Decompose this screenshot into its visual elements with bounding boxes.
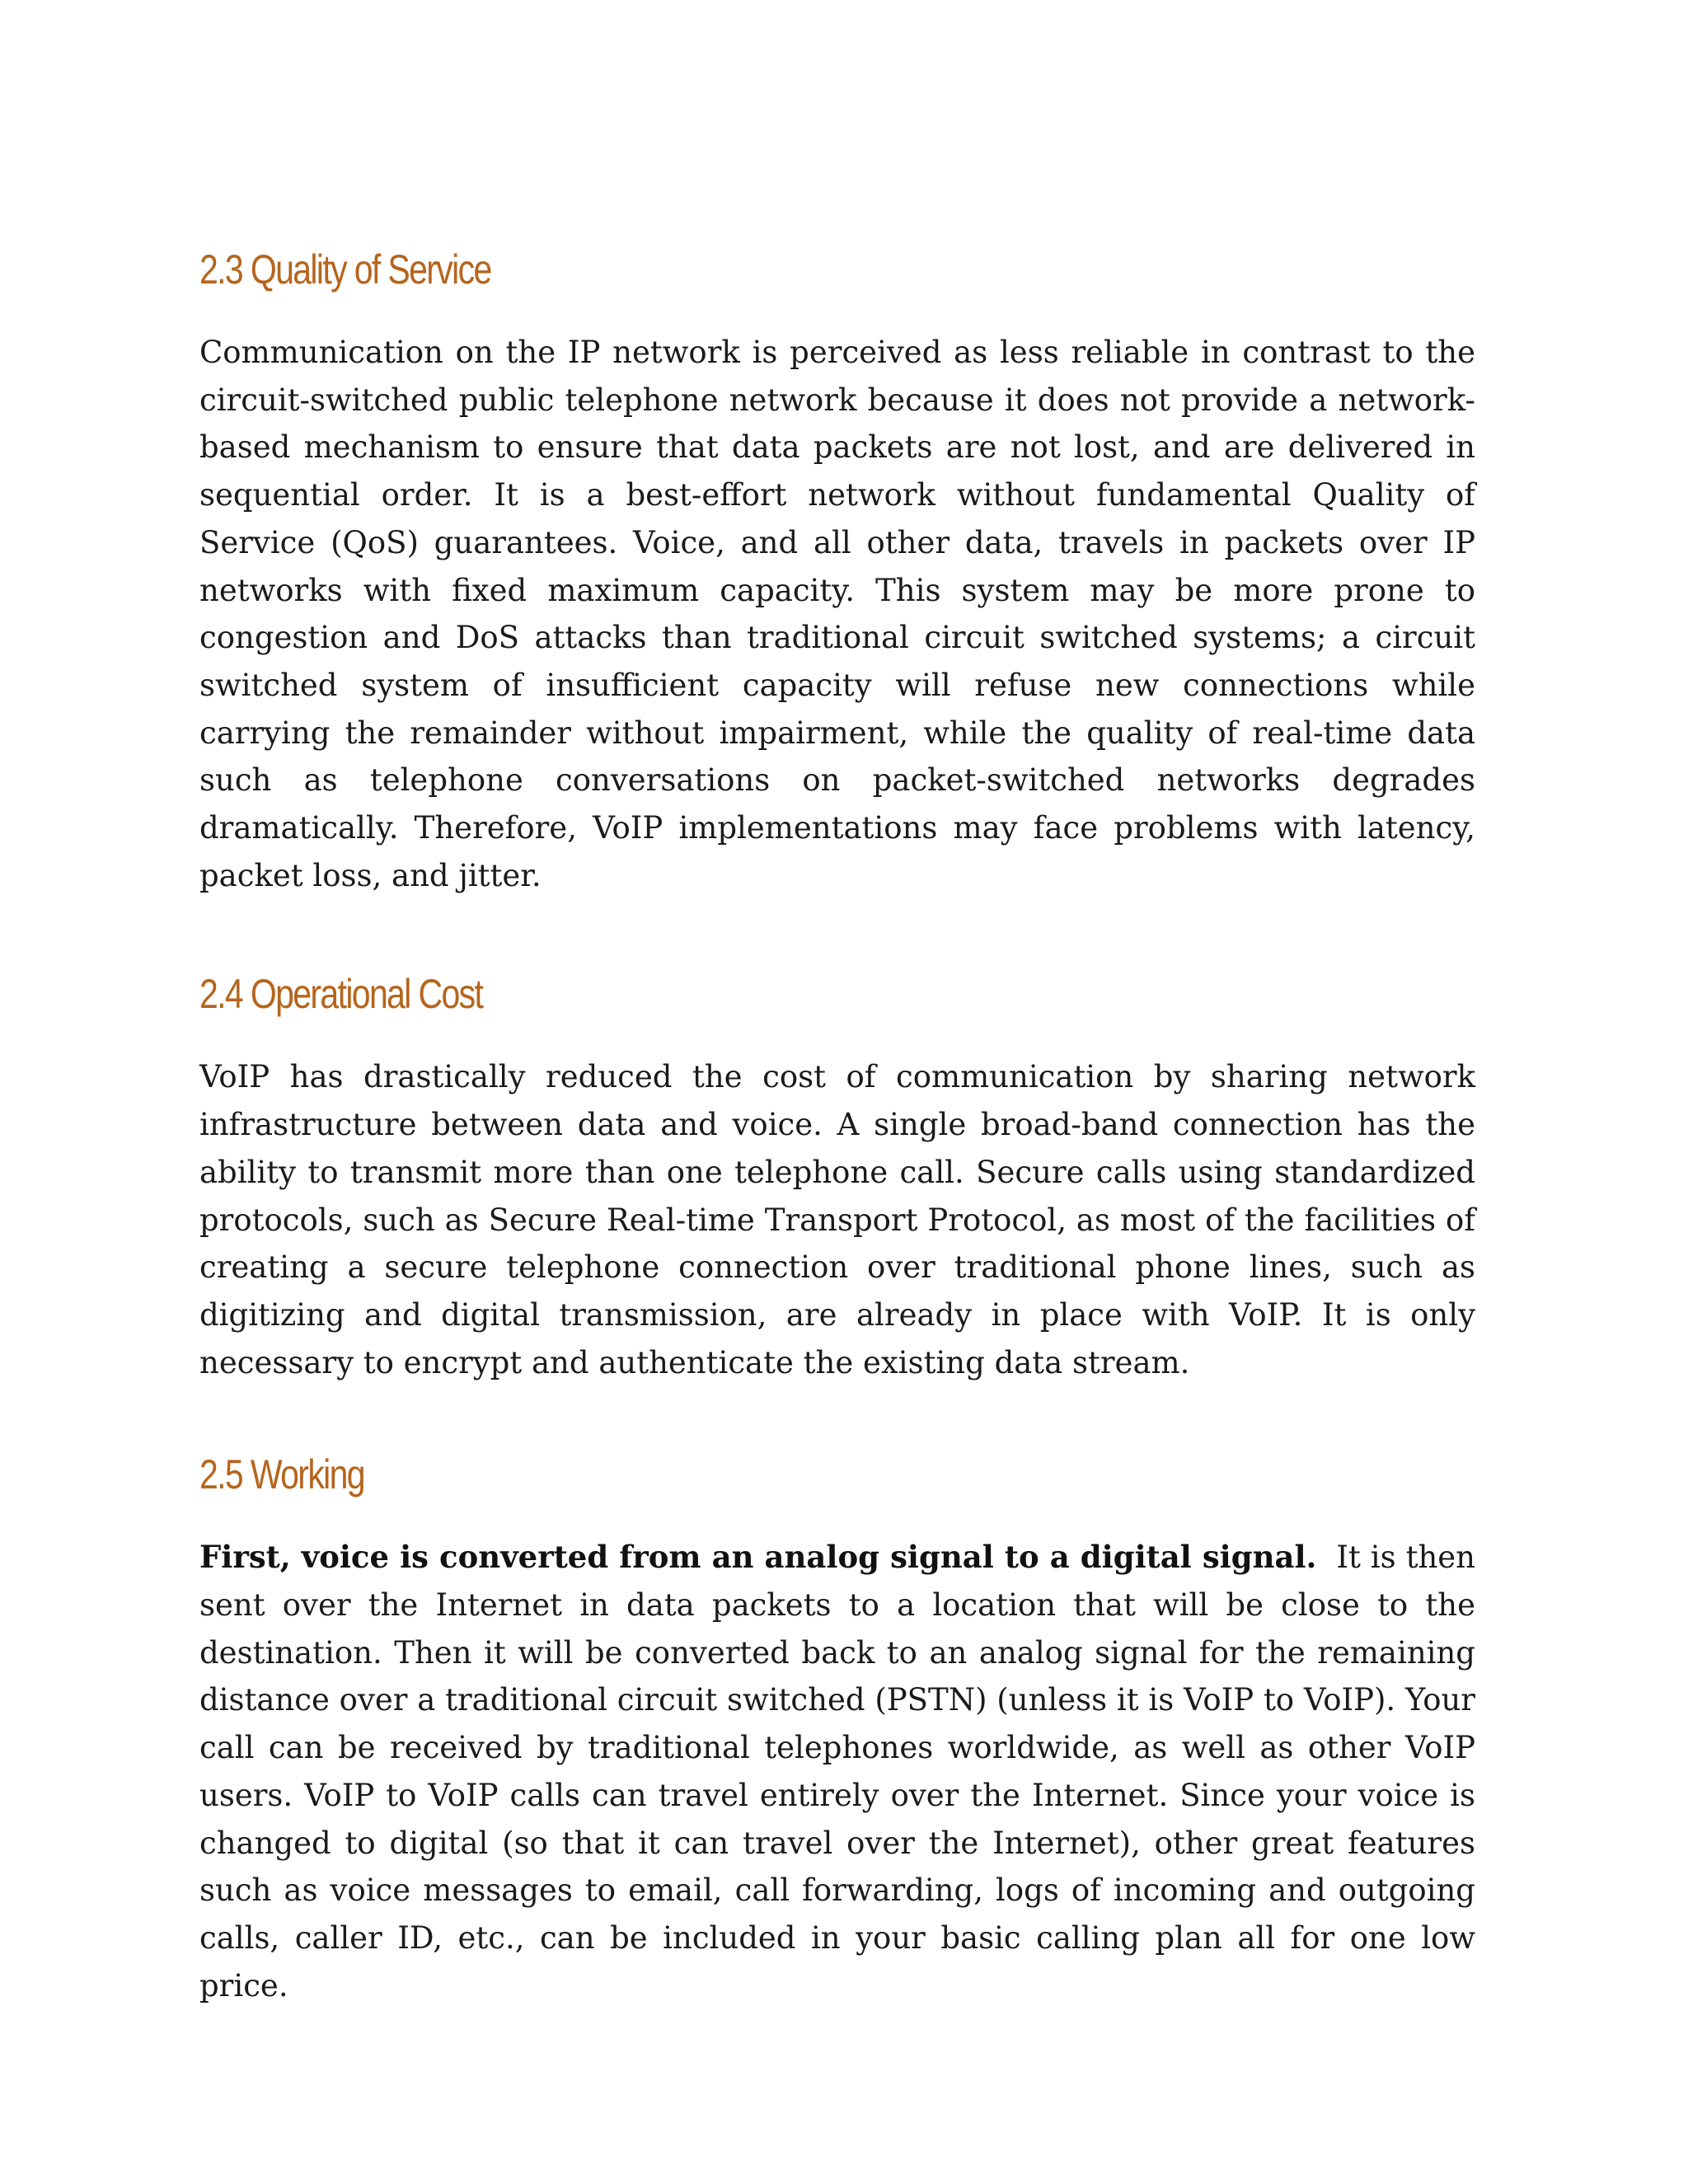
section-quality-of-service — [199, 247, 1475, 899]
bold-lead-sentence: First, voice is converted from an analog signal to a digital signal. — [199, 1539, 1317, 1576]
section-paragraph: VoIP has drastically reduced the cost of communication by sharing network infrastructure between data and voice. A single broad-band connection has the ability to transmit more than one telephone call. Secure calls using standardized protocols, such as Secure Real-time Transport Protocol, as most of the facilities of creating a secure telephone connection over traditional phone lines, such as digitizing and digital transmission, are already in place with VoIP. It is only necessary to encrypt and authenticate the existing data stream. — [199, 1059, 1475, 1380]
section-heading: 2.3 Quality of Service — [199, 246, 491, 293]
paragraph-text: It is then sent over the Internet in data packets to a location that will be close to the destination. Then it will be converted back to an analog signal for the remaining distance over a traditional circuit switched (PSTN) (unless it is VoIP to VoIP). Your call can be received by traditional telephones worldwide, as well as other VoIP users. VoIP to VoIP calls can travel entirely over the Internet. Since your voice is changed to digital (so that it can travel over the Internet), other great features such as voice messages to email, call forwarding, logs of incoming and outgoing calls, caller ID, etc., can be included in your basic calling plan all for one low price. — [199, 1540, 1475, 2004]
section-working — [199, 1452, 1475, 2009]
section-heading: 2.5 Working — [199, 1451, 364, 1498]
section-operational-cost — [199, 972, 1475, 1386]
section-paragraph: Communication on the IP network is perceived as less reliable in contrast to the circuit-switched public telephone network because it does not provide a network-based mechanism to ensure that data packets are not lost, and are delivered in sequential order. It is a best-effort network without fundamental Quality of Service (QoS) guarantees. Voice, and all other data, travels in packets over IP networks with fixed maximum capacity. This system may be more prone to congestion and DoS attacks than traditional circuit switched systems; a circuit switched system of insufficient capacity will refuse new connections while carrying the remainder without impairment, while the quality of real-time data such as telephone conversations on packet-switched networks degrades dramatically. Therefore, VoIP implementations may face problems with latency, packet loss, and jitter. — [199, 335, 1475, 893]
section-paragraph — [199, 1534, 1475, 2009]
page-content — [199, 247, 1475, 2009]
section-heading: 2.4 Operational Cost — [199, 971, 483, 1018]
